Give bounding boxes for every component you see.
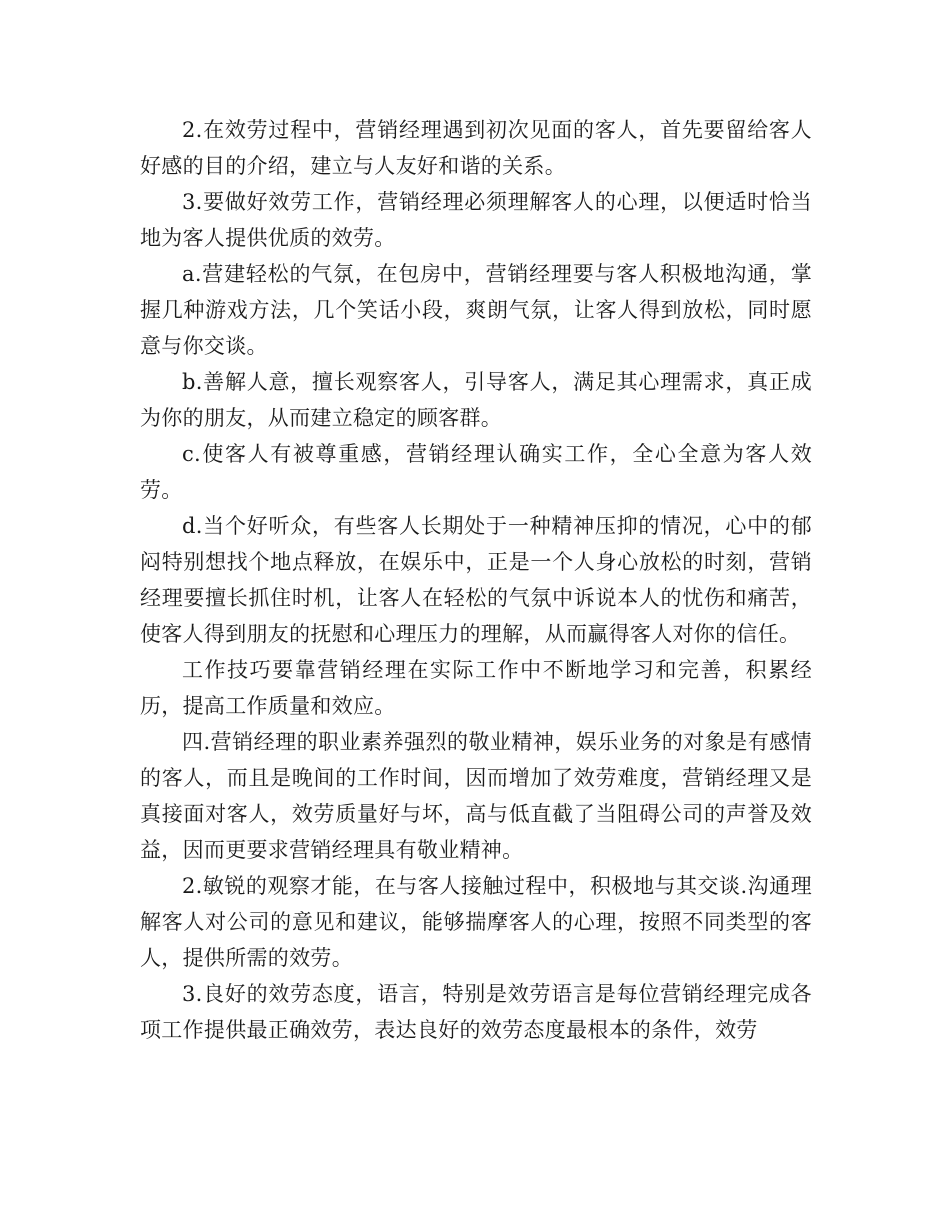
- paragraph: 3.良好的效劳态度，语言，特别是效劳语言是每位营销经理完成各项工作提供最正确效劳，表达良好的效劳态度最根本的条件，效劳: [140, 982, 812, 1042]
- paragraph: 四.营销经理的职业素养强烈的敬业精神，娱乐业务的对象是有感情的客人，而且是晚间的工作时间，因而增加了效劳难度，营销经理又是真接面对客人，效劳质量好与坏，高与低直截了当阻碍公司的声誉及效益，因而更要求营销经理具有敬业精神。: [140, 730, 812, 862]
- paragraph: b.善解人意，擅长观察客人，引导客人，满足其心理需求，真正成为你的朋友，从而建立稳定的顾客群。: [140, 370, 812, 430]
- paragraph: 2.在效劳过程中，营销经理遇到初次见面的客人，首先要留给客人好感的目的介绍，建立与人友好和谐的关系。: [140, 118, 812, 178]
- document-body: [140, 112, 812, 1048]
- paragraph: a.营建轻松的气氛，在包房中，营销经理要与客人积极地沟通，掌握几种游戏方法，几个笑话小段，爽朗气氛，让客人得到放松，同时愿意与你交谈。: [140, 262, 812, 358]
- paragraph: 工作技巧要靠营销经理在实际工作中不断地学习和完善，积累经历，提高工作质量和效应。: [140, 658, 812, 718]
- paragraph: d.当个好听众，有些客人长期处于一种精神压抑的情况，心中的郁闷特别想找个地点释放，在娱乐中，正是一个人身心放松的时刻，营销经理要擅长抓住时机，让客人在轻松的气氛中诉说本人的忧伤和痛苦，使客人得到朋友的抚慰和心理压力的理解，从而赢得客人对你的信任。: [140, 514, 812, 646]
- paragraph: 3.要做好效劳工作，营销经理必须理解客人的心理，以便适时恰当地为客人提供优质的效劳。: [140, 190, 812, 250]
- paragraph: 2.敏锐的观察才能，在与客人接触过程中，积极地与其交谈.沟通理解客人对公司的意见和建议，能够揣摩客人的心理，按照不同类型的客人，提供所需的效劳。: [140, 874, 812, 970]
- paragraph: c.使客人有被尊重感，营销经理认确实工作，全心全意为客人效劳。: [140, 442, 812, 502]
